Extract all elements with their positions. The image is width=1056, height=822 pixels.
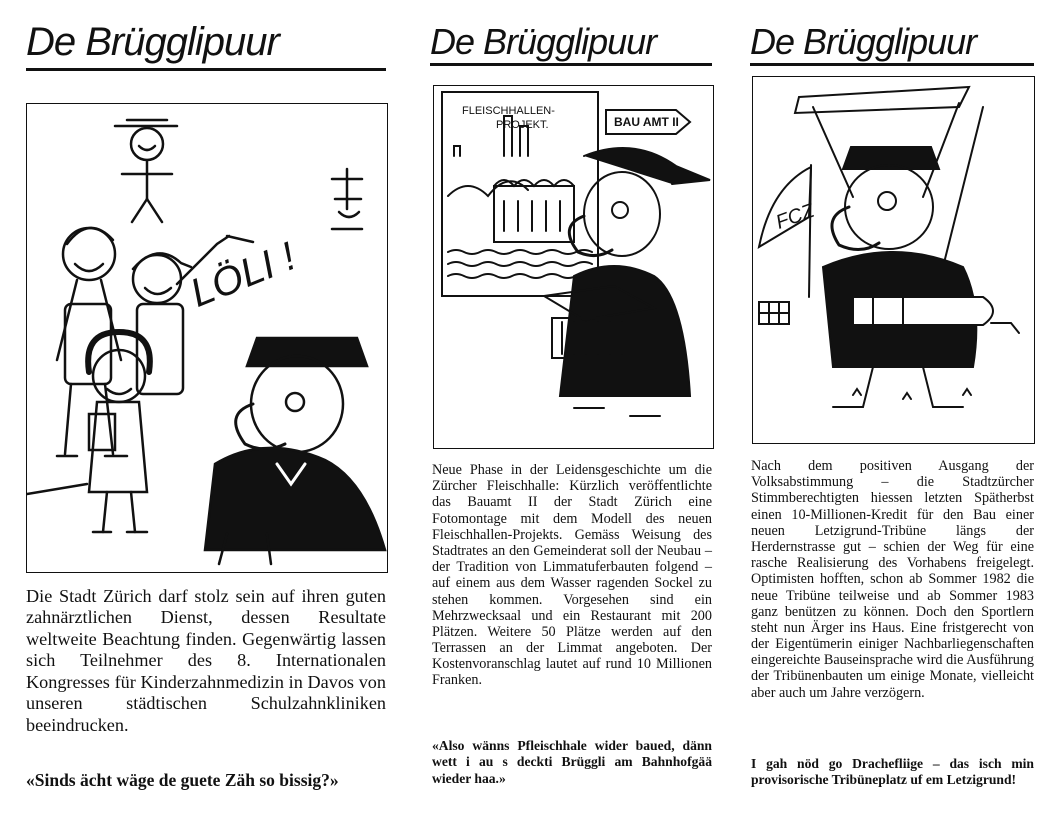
cartoon-3-illustration (753, 77, 1034, 443)
flag-label: FCZ (773, 199, 818, 234)
masthead-title-3: De Brügglipuur (750, 21, 977, 62)
cartoon-dentist-kids (26, 103, 388, 573)
cartoon-2-illustration (434, 86, 713, 448)
sign-label: BAU AMT II (614, 115, 679, 129)
article-quote-2: «Also wänns Pfleischhale wider baued, dänn wett i au s deckti Brüggli am Bahnhofgää wieder haa.» (432, 738, 712, 786)
masthead-rule-2 (430, 63, 712, 66)
masthead-title-2: De Brügglipuur (430, 21, 657, 62)
cartoon-fleischhalle (433, 85, 714, 449)
masthead-rule-1 (26, 68, 386, 71)
masthead-rule-3 (750, 63, 1034, 66)
cartoon-1-illustration (27, 104, 387, 572)
poster-label: FLEISCHHALLEN- (462, 105, 555, 117)
article-body-2: Neue Phase in der Leidensgeschichte um die Zürcher Fleischhalle: Kürzlich veröffentlichte das Bauamt II der Stadt Zürich eine Fotomontage mit dem Modell des neuen Fleischhallen-Projekts. Gemäss Weisung des Stadtrates an den Gemeinderat soll der Neubau – der Tradition von Limmatuferbauten folgend – auf einem aus dem Wasser ragenden Sockel zu stehen kommen. Vorgesehen sind ein Mehrzwecksaal und ein Restaurant mit 200 Plätzen. Weitere 50 Plätze werden auf den Terrassen an der Limmat angeboten. Der Kostenvoranschlag lautet auf rund 10 Millionen Franken. (432, 462, 712, 689)
article-quote-1: «Sinds ächt wäge de guete Zäh so bissig?» (26, 770, 339, 790)
cartoon-fcz-tribune (752, 76, 1035, 444)
poster-label-2: PROJEKT. (496, 119, 549, 131)
article-quote-3: I gah nöd go Drachefliige – das isch min provisorische Tribüneplatz uf em Letzigrund! (751, 756, 1034, 788)
article-body-1: Die Stadt Zürich darf stolz sein auf ihren guten zahnärztlichen Dienst, dessen Resultate weltweite Beachtung finden. Gegenwärtig lassen sich Teilnehmer des 8. Internationalen Kongresses für Kinderzahnmedizin in Davos von unseren städtischen Schulzahnkliniken beeindrucken. (26, 586, 386, 735)
article-body-3: Nach dem positiven Ausgang der Volksabstimmung – die Stadtzürcher Stimmberechtigten hiessen letzten Spätherbst einen 10-Millionen-Kredit für den Bau einer neuen Letzigrund-Tribüne längs der Herdernstrasse gut – schien der Weg für eine rasche Realisierung des Vorhabens freigelegt. Optimisten hofften, schon ab Sommer 1982 die neue Tribüne teilweise und ab Sommer 1983 ganz benützen zu können. Doch den Sportlern steht nun Ärger ins Haus. Eine fristgerecht von der Eigentümerin einiger Nachbarliegenschaften eingereichte Bauseinsprache wird die Ausführung der Tribünenbauten um einige Monate, vielleicht aber auch um Jahre verzögern. (751, 458, 1034, 701)
graffiti-text: LÖLI ! (184, 234, 302, 316)
masthead-title-1: De Brügglipuur (26, 20, 279, 64)
